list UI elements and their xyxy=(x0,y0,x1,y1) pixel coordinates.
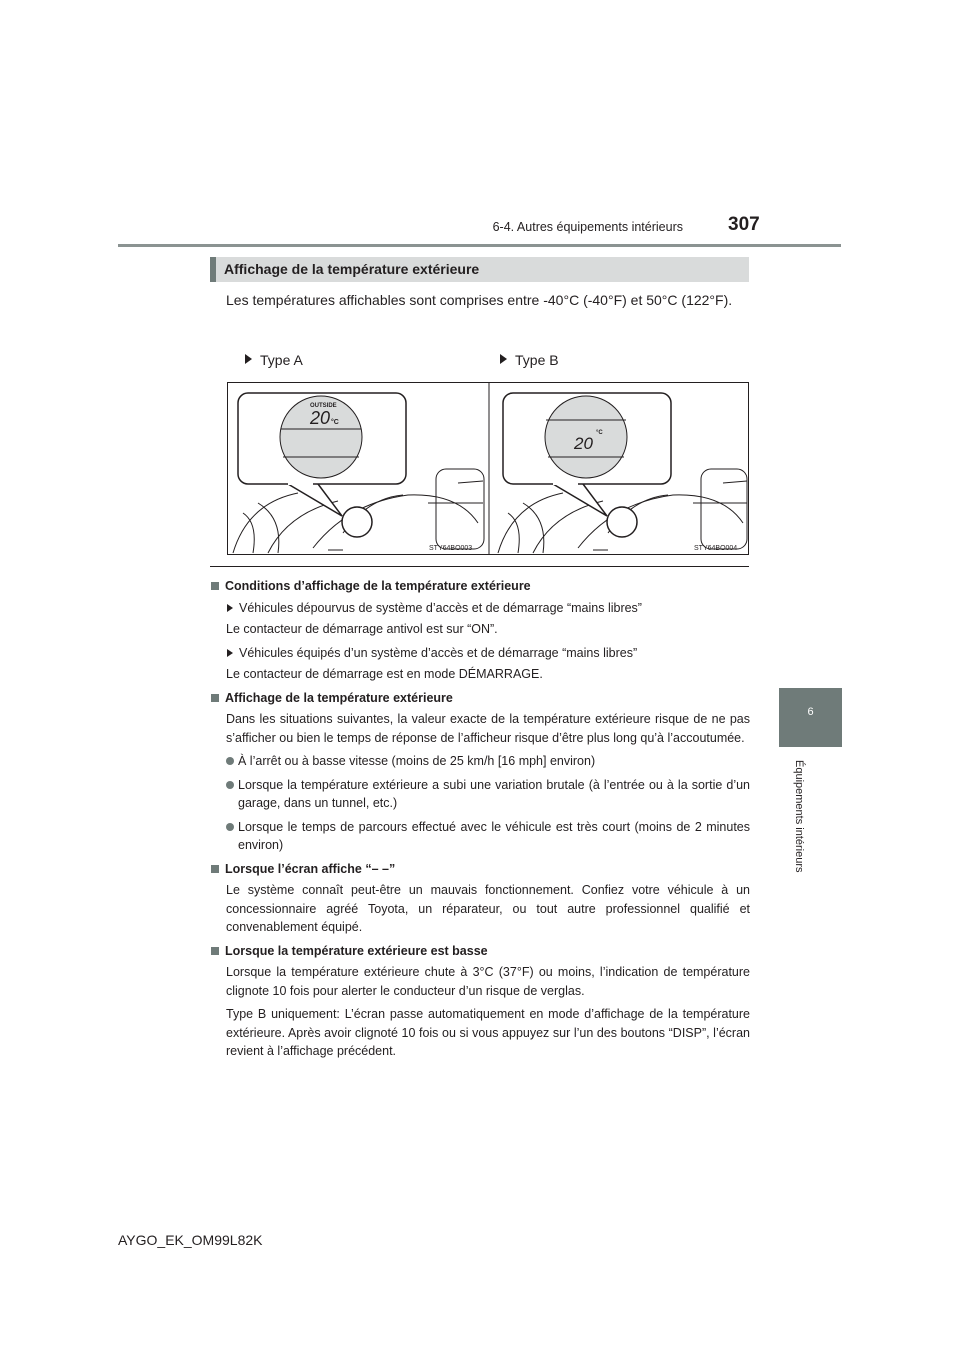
instrument-cluster-illustration xyxy=(228,383,748,554)
svg-text:°C: °C xyxy=(596,430,603,436)
section-heading-marker xyxy=(210,257,216,282)
triangle-icon xyxy=(500,354,507,364)
vehicle-variant-item: Véhicules dépourvus de système d’accès et de démarrage “mains libres” xyxy=(210,599,750,618)
chapter-title: Équipements intérieurs xyxy=(793,760,805,873)
outside-label: OUTSIDE xyxy=(310,403,337,409)
chapter-number: 6 xyxy=(807,706,814,718)
section-title: Affichage de la température extérieure xyxy=(224,261,480,277)
type-a-illustration xyxy=(233,393,484,553)
type-b-label: Type B xyxy=(500,352,559,368)
note-heading-low-temperature: Lorsque la température extérieure est basse xyxy=(210,942,750,961)
notes-content xyxy=(210,577,750,1066)
note-text: Lorsque la température extérieure chute à 3°C (37°F) ou moins, l’indication de température clignote 10 fois pour alerter le conducteur d’un risque de verglas. xyxy=(226,965,750,998)
note-heading-display-conditions: Conditions d’affichage de la température extérieure xyxy=(210,577,750,596)
note-heading-temperature-display: Affichage de la température extérieure xyxy=(210,689,750,708)
figure-rule xyxy=(210,566,749,567)
type-a-temperature: 20 xyxy=(310,408,331,428)
bullet-item: Lorsque le temps de parcours effectué avec le véhicule est très court (moins de 2 minutes environ) xyxy=(210,818,750,855)
header-rule xyxy=(118,244,841,247)
vehicle-variant-item: Véhicules équipés d’un système d’accès et de démarrage “mains libres” xyxy=(210,644,750,663)
note-text: Dans les situations suivantes, la valeur exacte de la température extérieure risque de ne pas s’afficher ou bien le temps de réponse de l’afficheur risque d’être plus long qu’à l’accoutumée. xyxy=(226,712,750,745)
note-heading-dash-display: Lorsque l’écran affiche “– –” xyxy=(210,860,750,879)
note-text: Le contacteur de démarrage antivol est sur “ON”. xyxy=(226,622,498,636)
type-b-illustration xyxy=(498,393,747,553)
note-text: Type B uniquement: L’écran passe automatiquement en mode d’affichage de la température extérieure. Après avoir clignoté 10 fois ou si vous appuyez sur l’un des boutons “DISP”, l’écran revient à l’affichage précédent. xyxy=(226,1007,750,1058)
triangle-icon xyxy=(245,354,252,364)
type-b-temperature: 20 xyxy=(574,434,593,453)
figure-code-a: STY64BO003 xyxy=(429,545,473,552)
note-text: Le contacteur de démarrage est en mode DÉMARRAGE. xyxy=(226,667,543,681)
running-header: 6-4. Autres équipements intérieurs xyxy=(492,220,683,234)
page-number: 307 xyxy=(728,214,760,235)
section-heading-bar xyxy=(210,257,749,282)
svg-text:°C: °C xyxy=(331,419,339,426)
note-text: Le système connaît peut-être un mauvais fonctionnement. Confiez votre véhicule à un concessionnaire agréé Toyota, un réparateur, ou tout autre professionnel qualifié et convenablement équipé. xyxy=(226,883,750,934)
figure-frame xyxy=(227,382,749,555)
document-code: AYGO_EK_OM99L82K xyxy=(118,1232,263,1248)
bullet-item: À l’arrêt ou à basse vitesse (moins de 25 km/h [16 mph] environ) xyxy=(210,752,750,771)
bullet-item: Lorsque la température extérieure a subi une variation brutale (à l’entrée ou à la sortie d’un garage, dans un tunnel, etc.) xyxy=(210,776,750,813)
figure-code-b: STY64BO004 xyxy=(694,545,738,552)
intro-paragraph: Les températures affichables sont comprises entre -40°C (-40°F) et 50°C (122°F). xyxy=(226,292,733,308)
type-a-label: Type A xyxy=(245,352,303,368)
